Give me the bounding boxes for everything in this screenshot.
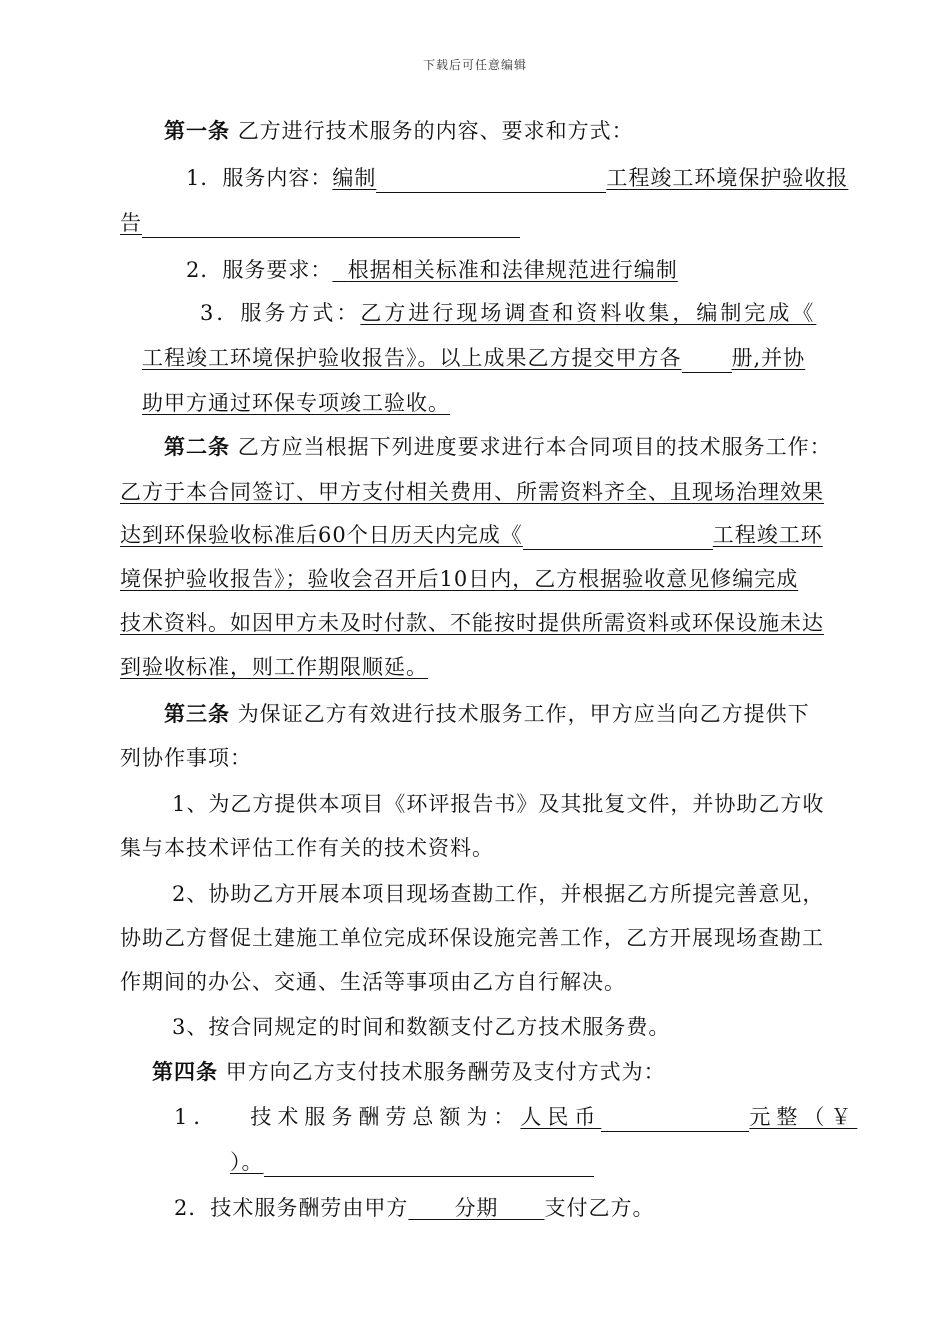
- blank-project-name-2: [523, 525, 713, 550]
- service-content-value-a: 编制: [332, 166, 377, 190]
- article-1-text: 乙方进行技术服务的内容、要求和方式：: [237, 119, 634, 143]
- article-3-item-2b: 协助乙方督促土建施工单位完成环保设施完善工作，乙方开展现场查勘工: [120, 926, 824, 950]
- service-content-line: [186, 163, 849, 193]
- blank-line: [142, 213, 520, 238]
- fee-rmb: 人民币: [520, 1105, 602, 1129]
- fee-payment-label: 2．技术服务酬劳由甲方: [174, 1196, 409, 1220]
- fee-payment-tail: 支付乙方。: [544, 1196, 655, 1220]
- article-3-l1: 为保证乙方有效进行技术服务工作，甲方应当向乙方提供下: [237, 702, 810, 726]
- article-2-text: 乙方应当根据下列进度要求进行本合同项目的技术服务工作：: [237, 435, 832, 459]
- service-method-l1: 乙方进行现场调查和资料收集，编制完成《: [360, 301, 817, 325]
- service-requirement-line: [186, 255, 678, 285]
- article-2-l2a: 达到环保验收标准后60个日历天内完成《: [120, 523, 523, 547]
- blank-copies: [682, 348, 732, 373]
- service-method-l2b: 册,并协: [731, 346, 806, 370]
- service-method-line-3: [142, 388, 450, 418]
- article-2-line-2: [120, 520, 823, 550]
- service-content-value-c: 告: [120, 211, 142, 235]
- service-method-l2a: 工程竣工环境保护验收报告》。以上成果乙方提交甲方各: [142, 346, 682, 370]
- article-3-item-3: 3、按合同规定的时间和数额支付乙方技术服务费。: [172, 1015, 671, 1039]
- service-method-line-2: [142, 343, 834, 373]
- article-2-line-5: 到验收标准，则工作期限顺延。: [120, 655, 428, 679]
- article-3-title: 第三条: [164, 701, 230, 726]
- article-2-l2b: 工程竣工环: [712, 523, 823, 547]
- blank-project-name: [376, 168, 606, 193]
- article-2-line-4: 技术资料。如因甲方未及时付款、不能按时提供所需资料或环保设施未达: [120, 611, 824, 635]
- service-requirement-label: 2．服务要求：: [186, 258, 333, 282]
- fee-total-line-2: [230, 1147, 594, 1177]
- fee-payment-value: [408, 1196, 544, 1220]
- article-4-title: 第四条: [152, 1059, 218, 1084]
- article-1-heading: [164, 116, 634, 146]
- article-3-item-2c: 作期间的办公、交通、生活等事项由乙方自行解决。: [120, 970, 626, 994]
- article-3-item-1b: 集与本技术评估工作有关的技术资料。: [120, 836, 494, 860]
- article-3-item-2a: 2、协助乙方开展本项目现场查勘工作，并根据乙方所提完善意见，: [172, 882, 825, 906]
- blank-amount: [601, 1107, 749, 1132]
- article-1-title: 第一条: [164, 118, 230, 143]
- article-2-line-3: 境保护验收报告》；验收会召开后10日内，乙方根据验收意见修编完成: [120, 567, 799, 591]
- article-2-heading: [164, 432, 832, 462]
- article-3-item-1a: 1、为乙方提供本项目《环评报告书》及其批复文件，并协助乙方收: [172, 792, 825, 816]
- article-2-title: 第二条: [164, 434, 230, 459]
- service-requirement-value: [332, 258, 677, 282]
- article-4-heading: [152, 1057, 666, 1087]
- service-method-line: [200, 298, 834, 328]
- fee-total-line: [174, 1102, 857, 1132]
- service-content-label: 1．服务内容：: [186, 166, 333, 190]
- service-content-line-2: [120, 208, 520, 238]
- fee-payment-text: 分期: [454, 1196, 499, 1220]
- article-2-line-1: 乙方于本合同签订、甲方支付相关费用、所需资料齐全、且现场治理效果: [120, 480, 824, 504]
- service-method-l3: 助甲方通过环保专项竣工验收。: [142, 391, 450, 415]
- fee-yuan: 元整（￥: [749, 1105, 858, 1129]
- fee-total-number: 1．: [174, 1105, 221, 1129]
- service-content-value-b: 工程竣工环境保护验收报: [606, 166, 849, 190]
- article-4-text: 甲方向乙方支付技术服务酬劳及支付方式为：: [225, 1060, 666, 1084]
- article-3-heading: [164, 699, 810, 729]
- fee-total-label: 技术服务酬劳总额为：: [250, 1105, 521, 1129]
- fee-payment-line: [174, 1193, 655, 1223]
- service-method-label: 3．服务方式：: [200, 301, 361, 325]
- article-3-line-2: 列协作事项：: [120, 746, 252, 770]
- service-requirement-text: 根据相关标准和法律规范进行编制: [347, 258, 678, 282]
- fee-close: ）。: [230, 1150, 264, 1174]
- page-header: 下载后可任意编辑: [422, 58, 527, 72]
- blank-amount-number: [264, 1152, 594, 1177]
